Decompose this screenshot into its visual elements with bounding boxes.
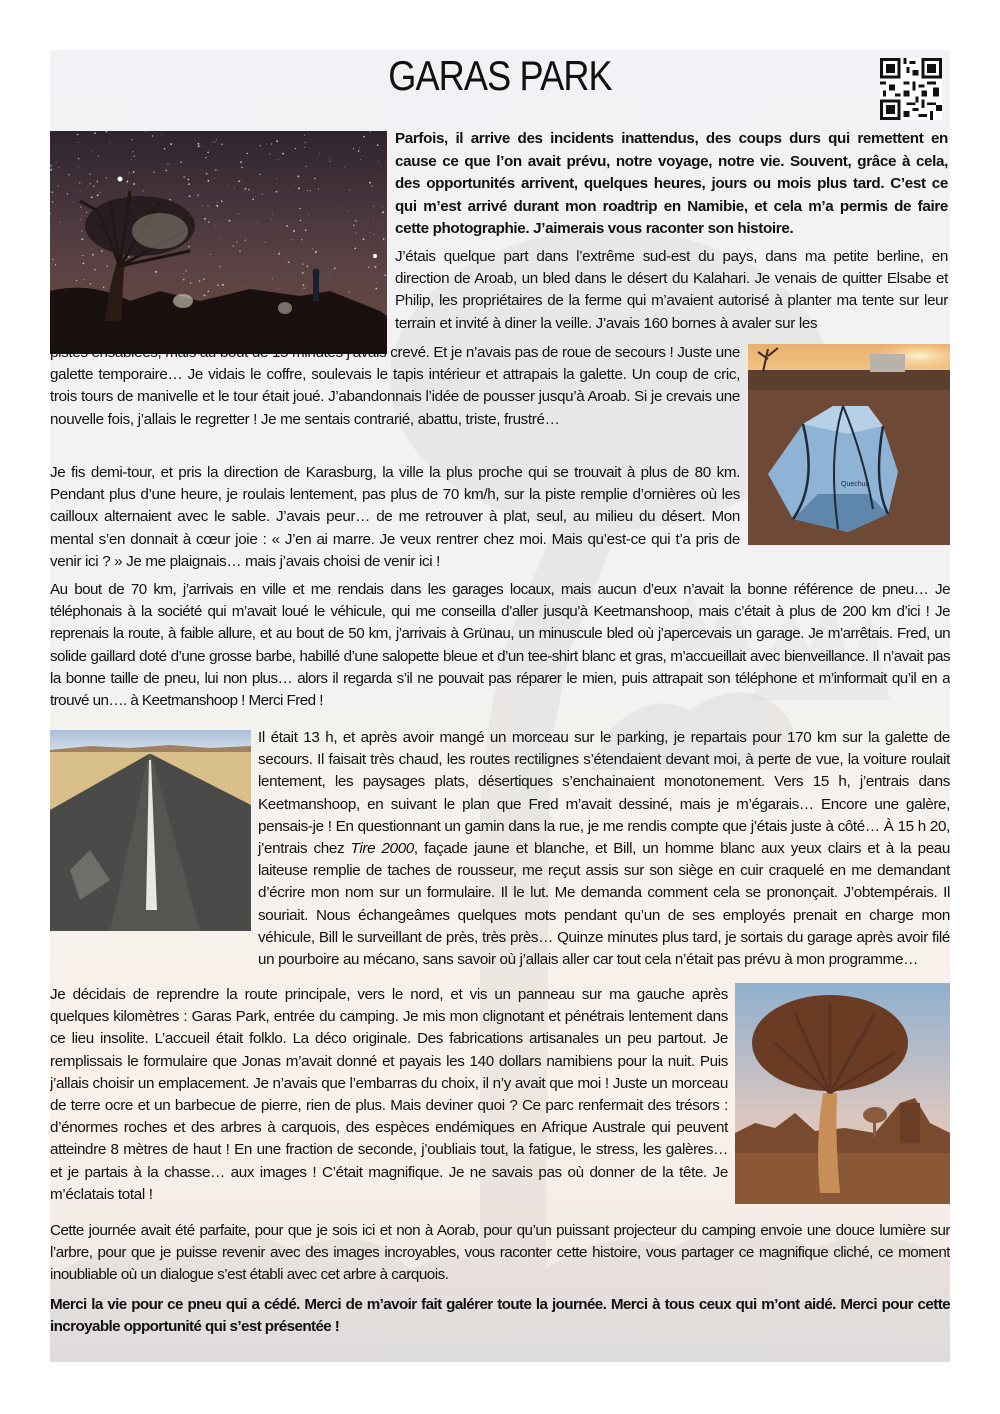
star — [355, 232, 356, 233]
star — [208, 205, 209, 206]
star — [215, 169, 216, 170]
star — [259, 174, 260, 175]
paragraph-4-text-b: , façade jaune et blanche, et Bill, un homme blanc aux yeux clairs et à la peau laiteuse remplie de taches de rousseur, me reçut assis sur son siège en cuir craquelé en me demandant d’écrire mon nom sur un formulaire. Il le lut. Me demanda comment cela se prononçait. J’obtempérais. Il souriait. Nous échangeâmes quelques mots pendant qu’un de ses employés prenait en charge mon véhicule, Bill le surveillant de près, très près… Quinze minutes plus tard, je sortais du garage après avoir filé un pourboire au mécano, sans savoir où j’allais aller car tout cela n’était pas prévu à mon programme… — [258, 840, 950, 969]
star — [80, 207, 81, 208]
star — [386, 133, 387, 134]
page-title: GARAS PARK — [388, 52, 612, 99]
star — [221, 144, 222, 145]
star — [314, 178, 316, 180]
star — [353, 225, 354, 226]
paragraph-6: Cette journée avait été parfaite, pour que je sois ici et non à Aorab, pour qu’un puissant projecteur du camping envoie une douce lumière sur l’arbre, pour que je puisse revenir avec des images incroyables, vous raconter cette histoire, vous partager ce magnifique cliché, ce moment inoubliable où un dialogue s’est établi avec cet arbre à carquois. — [50, 1222, 950, 1284]
paragraph-1-continued — [50, 342, 740, 431]
star — [90, 183, 91, 184]
star — [298, 187, 300, 189]
star — [217, 284, 219, 286]
star — [348, 292, 349, 293]
star — [109, 143, 110, 144]
star — [220, 266, 221, 267]
star — [358, 150, 360, 152]
star — [272, 214, 273, 215]
paragraph-1-rest: pistes ensablées, mais au bout de 15 minutes j’avais crevé. Et je n’avais pas de roue de secours ! Juste une galette temporaire… Je vidais le coffre, soulevais le tapis intérieur et attrapais la galette. Un coup de cric, trois tours de manivelle et le tour était joué. J’abandonnais l’idée de pousser jusqu’à Aroab. Si je crevais une nouvelle fois, j’allais le regretter ! Je me sentais contrarié, abattu, triste, frustré… — [50, 344, 740, 428]
star — [207, 290, 209, 292]
photo-tent — [748, 344, 950, 545]
star — [203, 279, 204, 280]
star — [375, 288, 377, 290]
star — [342, 242, 343, 243]
star — [334, 268, 336, 270]
star — [236, 241, 237, 242]
star — [341, 206, 342, 207]
star — [84, 279, 85, 280]
star — [155, 271, 157, 273]
star — [208, 221, 210, 223]
star — [252, 198, 254, 200]
star — [262, 193, 263, 194]
star — [315, 251, 317, 253]
star — [100, 192, 101, 193]
star — [81, 231, 82, 232]
star — [297, 175, 299, 177]
star — [242, 286, 243, 287]
star — [308, 214, 309, 215]
star — [247, 153, 249, 155]
star — [206, 173, 208, 175]
star — [93, 186, 94, 187]
star — [302, 263, 303, 264]
intro-paragraph: Parfois, il arrive des incidents inattendus, des coups durs qui remettent en cause ce que l’on avait prévu, notre voyage, notre vie. Souvent, grâce à cela, des opportunités arrivent, quelques heures, jours ou mois plus tard. C’est ce qui m’est arrivé durant mon roadtrip en Namibie, et cela m’a permis de faire cette photographie. J’aimerais vous raconter son histoire. — [395, 130, 948, 238]
star — [89, 173, 90, 174]
star — [82, 255, 83, 256]
star — [306, 166, 307, 167]
star — [291, 239, 292, 240]
star — [300, 220, 301, 221]
star — [245, 240, 246, 241]
star — [188, 246, 190, 248]
star — [382, 211, 384, 213]
star — [201, 205, 202, 206]
star — [58, 185, 59, 186]
star — [222, 284, 224, 286]
star — [368, 267, 369, 268]
star — [312, 248, 313, 249]
star — [383, 243, 384, 244]
star — [164, 148, 166, 150]
star — [373, 206, 374, 207]
star — [97, 181, 99, 183]
star — [304, 135, 305, 136]
star — [51, 236, 52, 237]
star — [363, 136, 365, 138]
star — [281, 232, 282, 233]
star — [214, 141, 215, 142]
star — [52, 201, 53, 202]
star — [384, 274, 386, 276]
star — [50, 165, 51, 166]
star — [107, 266, 108, 267]
star — [96, 159, 97, 160]
star — [239, 250, 241, 252]
star — [356, 221, 357, 222]
star — [83, 255, 84, 256]
star — [143, 190, 144, 191]
star — [197, 194, 198, 195]
star — [188, 179, 190, 181]
star — [348, 211, 349, 212]
star — [214, 178, 215, 179]
garage-name: Tire 2000 — [350, 840, 414, 858]
star — [79, 182, 80, 183]
star — [81, 215, 82, 216]
star — [59, 222, 60, 223]
star — [355, 220, 356, 221]
star — [377, 144, 379, 146]
star — [201, 146, 202, 147]
star — [349, 189, 350, 190]
star — [295, 148, 296, 149]
star — [363, 238, 365, 240]
star — [94, 132, 96, 134]
star — [307, 266, 309, 268]
star — [360, 159, 361, 160]
photo-quiver-tree — [735, 983, 950, 1204]
star — [165, 170, 167, 172]
star — [198, 145, 200, 147]
star — [204, 218, 206, 220]
star — [278, 253, 280, 255]
star — [245, 188, 247, 190]
star — [227, 184, 228, 185]
star — [58, 167, 59, 168]
star — [369, 232, 370, 233]
star — [274, 250, 275, 251]
star — [248, 189, 249, 190]
star — [79, 166, 80, 167]
star — [207, 151, 209, 153]
star — [167, 164, 168, 165]
star — [88, 186, 89, 187]
star — [153, 172, 154, 173]
star — [221, 200, 223, 202]
star — [294, 185, 295, 186]
conclusion-paragraph: Merci la vie pour ce pneu qui a cédé. Merci de m’avoir fait galérer toute la journée. Merci à tous ceux qui m’ont aidé. Merci pour cette incroyable opportunité qui s’est présentée ! — [50, 1296, 950, 1336]
star — [90, 283, 92, 285]
paragraph-4 — [258, 727, 950, 971]
star — [50, 169, 52, 171]
star — [52, 191, 53, 192]
star — [217, 206, 218, 207]
star — [129, 257, 130, 258]
star — [129, 172, 130, 173]
star — [344, 167, 345, 168]
star — [359, 147, 360, 148]
star — [229, 220, 231, 222]
star — [299, 208, 300, 209]
star — [97, 194, 99, 196]
star — [330, 159, 331, 160]
star — [304, 147, 305, 148]
star — [106, 177, 107, 178]
star — [80, 219, 81, 220]
star — [161, 135, 162, 136]
star — [205, 278, 206, 279]
star — [205, 157, 206, 158]
paragraph-3: Au bout de 70 km, j’arrivais en ville et me rendais dans les garages locaux, mais aucun d’eux n’avait la bonne référence de pneu… Je téléphonais à la société qui m’avait loué le véhicule, qui me conseilla d’aller jusqu’à Keetmanshoop, mais c’était à plus de 200 km d’ici ! Je reprenais la route, à faible allure, et au bout de 50 km, j’arrivais à Grünau, un minuscule bled où j’apercevais un garage. Je m’arrêtais. Fred, un solide gaillard doté d’une grosse barbe, habillé d’une salopette bleue et d’un tee-shirt blanc et gras, m’accueillait avec bienveillance. Il n’avait pas la bonne taille de pneu, lui non plus… alors il regarda s’il ne pouvait pas réparer le mien, puis attrapait son téléphone et m’informait qu’il en a trouvé un…. à Keetmanshoop ! Merci Fred ! — [50, 581, 950, 710]
star — [133, 183, 135, 185]
star — [215, 226, 216, 227]
star — [374, 234, 375, 235]
star — [127, 182, 128, 183]
star — [383, 238, 385, 240]
star — [169, 199, 171, 201]
photo-night-sky — [50, 131, 387, 354]
star — [68, 174, 69, 175]
star — [369, 182, 371, 184]
star — [197, 143, 199, 145]
star — [219, 238, 220, 239]
star — [78, 158, 79, 159]
star — [217, 202, 218, 203]
star — [307, 190, 308, 191]
star — [305, 142, 306, 143]
star — [276, 140, 278, 142]
star — [188, 183, 190, 185]
star — [134, 156, 135, 157]
star — [170, 143, 172, 145]
star — [73, 202, 74, 203]
star — [86, 212, 87, 213]
star — [260, 145, 261, 146]
star — [132, 139, 133, 140]
star — [329, 161, 330, 162]
star — [91, 151, 92, 152]
tent-brand-label: Quechua — [841, 481, 870, 488]
star — [371, 186, 372, 187]
star — [238, 180, 240, 182]
paragraph-4-text-a: Il était 13 h, et après avoir mangé un morceau sur le parking, je repartais pour 170 km sur la galette de secours. Il faisait très chaud, les routes rectilignes s’étendaient devant moi, à perte de vue, la voiture roulait lentement, les paysages plats, désertiques s’enchainaient monotonement. Vers 15 h, j’entrais dans Keetmanshoop, en suivant le plan que Fred m’avait dessiné, mais je m’égarais… Encore une galère, pensais-je ! En questionnant un gamin dans la rue, je me rendis compte que j’étais juste à côté… À 15 h 20, j’entrais chez — [258, 729, 950, 858]
star — [378, 161, 379, 162]
star — [319, 153, 320, 154]
star — [353, 148, 354, 149]
star — [103, 287, 104, 288]
star — [318, 188, 319, 189]
star — [234, 187, 235, 188]
star — [257, 223, 258, 224]
qr-code-icon[interactable] — [880, 58, 942, 120]
star — [354, 247, 356, 249]
star — [98, 155, 99, 156]
star — [52, 259, 53, 260]
paragraph-1-top: J’étais quelque part dans l’extrême sud-est du pays, dans ma petite berline, en direction de Aroab, un bled dans le désert du Kalahari. Je venais de quitter Elsabe et Philip, les propriétaires de la ferme qui m’avaient autorisé à planter ma tente sur leur terrain et invité à diner la veille. J’avais 160 bornes à avaler sur les — [395, 248, 948, 332]
star — [82, 262, 84, 264]
star — [55, 265, 56, 266]
star — [272, 278, 273, 279]
star — [264, 242, 265, 243]
star — [183, 176, 184, 177]
star — [305, 229, 307, 231]
star — [183, 274, 184, 275]
star — [180, 162, 182, 164]
star — [301, 239, 302, 240]
star — [190, 282, 191, 283]
star — [241, 167, 242, 168]
star — [183, 279, 185, 281]
star — [204, 294, 206, 296]
star — [271, 219, 272, 220]
star — [278, 289, 279, 290]
star — [373, 218, 374, 219]
star — [199, 280, 201, 282]
star — [286, 261, 287, 262]
star — [152, 135, 153, 136]
star — [132, 151, 133, 152]
star — [302, 272, 304, 274]
star — [77, 142, 78, 143]
star — [189, 195, 191, 197]
photo-road — [50, 730, 251, 931]
star — [271, 143, 272, 144]
star — [282, 153, 284, 155]
star — [91, 196, 93, 198]
star — [55, 264, 56, 265]
star — [67, 193, 68, 194]
star — [376, 282, 377, 283]
star — [288, 261, 290, 263]
paragraph-2: Je fis demi-tour, et pris la direction de Karasburg, la ville la plus proche qui se trouvait à plus de 80 km. Pendant plus d’une heure, je roulais lentement, pas plus de 70 km/h, sur la piste remplie d’ornières où les cailloux alternaient avec le sable. J’avais peur… de me retrouver à plat, seul, au milieu du désert. Mon mental s’en donnait à cœur joie : « J’en ai marre. Je veux rentrer chez moi. Mais qu’est-ce qui t’a pris de venir ici ? » Je me plaignais… mais j’avais choisi de venir ici ! — [50, 464, 740, 570]
article-page — [50, 50, 950, 1362]
star — [77, 134, 78, 135]
star — [310, 190, 311, 191]
star — [101, 250, 103, 252]
star — [255, 196, 256, 197]
star — [352, 176, 353, 177]
star — [278, 159, 279, 160]
star — [128, 256, 129, 257]
star — [133, 171, 135, 173]
star — [210, 254, 211, 255]
star — [241, 180, 242, 181]
paragraph-5: Je décidais de reprendre la route principale, vers le nord, et vis un panneau sur ma gauche après quelques kilomètres : Garas Park, entrée du camping. Je mis mon clignotant et pénétrais lentement dans ce lieu insolite. L’accueil était folklo. La déco originale. Des fabrications artisanales un peu partout. Je remplissais le formulaire que Jonas m’avait donné et payais les 140 dollars namibiens pour la nuit. Puis j’allais choisir un emplacement. Je n’avais que l’embarras du choix, il n’y avait que moi ! Juste un morceau de terre ocre et un barbecue de pierre, rien de plus. Mais deviner quoi ? Ce parc renfermait des trésors : d’énormes roches et des arbres à carquois, des espèces endémiques en Afrique Australe qui peuvent atteindre 8 mètres de haut ! En une fraction de seconde, j’oubliais tout, la fatigue, le stress, les galères… et je partais à la chasse… aux images ! C’était magnifique. Je ne savais pas où donner de la tête. Je m’éclatais total ! — [50, 986, 728, 1203]
star — [233, 245, 234, 246]
star — [240, 161, 242, 163]
star — [279, 251, 280, 252]
star — [207, 180, 209, 182]
star — [286, 225, 288, 227]
star — [303, 288, 304, 289]
star — [216, 139, 217, 140]
star — [381, 176, 382, 177]
star — [131, 159, 132, 160]
star — [330, 274, 331, 275]
star — [382, 206, 383, 207]
star — [293, 230, 295, 232]
star — [270, 154, 271, 155]
star — [94, 269, 96, 271]
star — [76, 280, 77, 281]
star — [56, 162, 57, 163]
star — [375, 266, 377, 268]
star — [212, 142, 213, 143]
star — [185, 270, 186, 271]
star — [80, 191, 81, 192]
star — [92, 254, 94, 256]
star — [81, 238, 83, 240]
star — [276, 191, 278, 193]
star — [303, 284, 305, 286]
star — [238, 213, 239, 214]
star — [276, 178, 277, 179]
